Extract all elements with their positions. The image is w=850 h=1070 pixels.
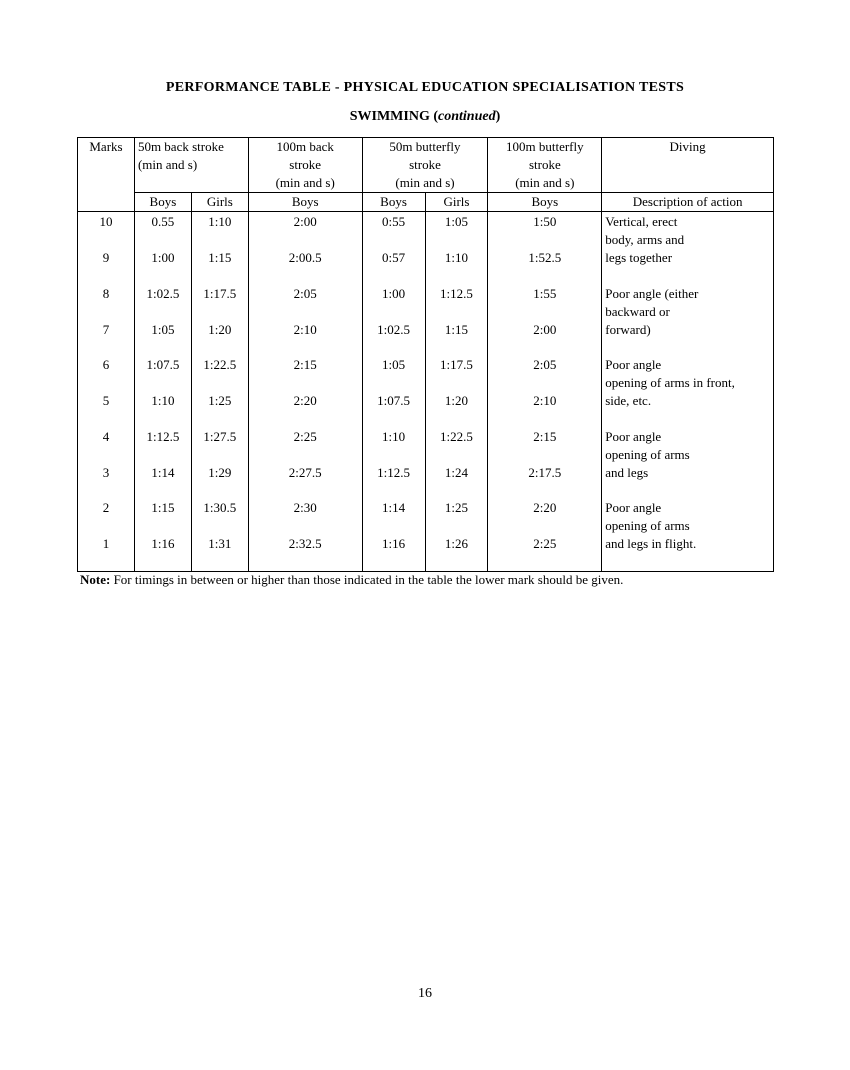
cell-back50-girls: [191, 482, 248, 500]
cell-fly100-boys: 1:52.5: [488, 249, 602, 267]
subheader-back50-boys: Boys: [134, 193, 191, 212]
cell-back100-boys: [248, 482, 362, 500]
cell-fly50-boys: [362, 410, 425, 428]
cell-fly50-boys: [362, 482, 425, 500]
cell-fly50-girls: [425, 339, 488, 357]
cell-back50-girls: [191, 410, 248, 428]
subtitle-italic: continued: [438, 109, 496, 124]
cell-back50-girls: 1:25: [191, 392, 248, 410]
cell-back50-girls: [191, 339, 248, 357]
cell-diving-desc: Poor angle: [602, 356, 774, 374]
note-text: For timings in between or higher than those indicated in the table the lower mark should be given.: [110, 572, 624, 587]
header-back50-line1: 50m back stroke: [137, 139, 224, 154]
cell-fly100-boys: 2:15: [488, 428, 602, 446]
table-row: [78, 356, 774, 374]
table-row: [78, 285, 774, 303]
cell-back50-boys: 0.55: [134, 212, 191, 232]
cell-back100-boys: 2:05: [248, 285, 362, 303]
cell-fly100-boys: 1:50: [488, 212, 602, 232]
cell-marks: 8: [78, 285, 135, 303]
cell-back50-girls: 1:10: [191, 212, 248, 232]
cell-fly50-boys: [362, 517, 425, 535]
cell-diving-desc: body, arms and: [602, 231, 774, 249]
cell-fly50-girls: 1:25: [425, 499, 488, 517]
cell-fly50-girls: 1:10: [425, 249, 488, 267]
cell-back50-boys: [134, 553, 191, 571]
cell-fly50-boys: [362, 231, 425, 249]
cell-diving-desc: and legs: [602, 464, 774, 482]
cell-fly50-boys: [362, 553, 425, 571]
cell-marks: 3: [78, 464, 135, 482]
cell-fly100-boys: 2:20: [488, 499, 602, 517]
header-back100-line2: stroke: [289, 157, 322, 172]
cell-fly50-girls: 1:26: [425, 535, 488, 553]
cell-back100-boys: [248, 374, 362, 392]
cell-diving-desc: [602, 410, 774, 428]
cell-back50-girls: [191, 303, 248, 321]
cell-marks: [78, 339, 135, 357]
cell-back50-girls: 1:15: [191, 249, 248, 267]
cell-back50-girls: 1:20: [191, 321, 248, 339]
cell-marks: [78, 482, 135, 500]
cell-marks: 7: [78, 321, 135, 339]
cell-back100-boys: 2:10: [248, 321, 362, 339]
cell-fly100-boys: [488, 482, 602, 500]
header-fly100: [488, 138, 602, 193]
cell-fly100-boys: [488, 553, 602, 571]
cell-fly50-girls: 1:24: [425, 464, 488, 482]
cell-diving-desc: opening of arms: [602, 446, 774, 464]
table-row: [78, 267, 774, 285]
cell-fly100-boys: [488, 410, 602, 428]
cell-diving-desc: legs together: [602, 249, 774, 267]
cell-fly100-boys: 2:00: [488, 321, 602, 339]
cell-fly50-boys: 1:07.5: [362, 392, 425, 410]
table-row: [78, 392, 774, 410]
page-number: 16: [418, 986, 432, 1001]
cell-marks: 10: [78, 212, 135, 232]
cell-marks: [78, 446, 135, 464]
cell-diving-desc: [602, 482, 774, 500]
cell-diving-desc: Vertical, erect: [602, 212, 774, 232]
page-title: PERFORMANCE TABLE - PHYSICAL EDUCATION SPECIALISATION TESTS: [165, 80, 685, 95]
cell-back50-boys: 1:16: [134, 535, 191, 553]
table-row: [78, 339, 774, 357]
cell-back50-girls: [191, 267, 248, 285]
cell-back50-boys: [134, 446, 191, 464]
cell-fly50-girls: [425, 374, 488, 392]
cell-fly50-boys: 1:16: [362, 535, 425, 553]
note-label: Note:: [80, 572, 111, 587]
cell-fly50-boys: 1:02.5: [362, 321, 425, 339]
table-row: [78, 446, 774, 464]
cell-back50-boys: [134, 339, 191, 357]
subheader-fly100-boys: Boys: [488, 193, 602, 212]
cell-back50-boys: [134, 267, 191, 285]
table-row: [78, 410, 774, 428]
header-back100-line1: 100m back: [276, 139, 334, 154]
cell-diving-desc: [602, 553, 774, 571]
cell-fly100-boys: [488, 339, 602, 357]
table-row: [78, 553, 774, 571]
cell-fly50-boys: 1:00: [362, 285, 425, 303]
cell-back50-boys: [134, 303, 191, 321]
cell-fly100-boys: [488, 303, 602, 321]
cell-back100-boys: [248, 339, 362, 357]
cell-back100-boys: 2:00.5: [248, 249, 362, 267]
table-body: [78, 212, 774, 572]
cell-fly50-girls: [425, 267, 488, 285]
performance-table: [77, 137, 774, 572]
cell-diving-desc: Poor angle: [602, 499, 774, 517]
cell-back50-girls: 1:22.5: [191, 356, 248, 374]
table-row: [78, 499, 774, 517]
cell-marks: [78, 303, 135, 321]
header-back100-line3: (min and s): [275, 175, 335, 190]
cell-back50-boys: 1:05: [134, 321, 191, 339]
header-diving-label: Diving: [669, 139, 706, 154]
cell-back50-boys: 1:14: [134, 464, 191, 482]
cell-back50-boys: 1:15: [134, 499, 191, 517]
subtitle-close: ): [495, 109, 501, 124]
cell-diving-desc: opening of arms: [602, 517, 774, 535]
cell-back50-boys: 1:07.5: [134, 356, 191, 374]
cell-back50-boys: [134, 231, 191, 249]
cell-fly50-boys: [362, 303, 425, 321]
cell-marks: [78, 410, 135, 428]
cell-back100-boys: 2:32.5: [248, 535, 362, 553]
subheader-fly50-boys: Boys: [362, 193, 425, 212]
cell-diving-desc: and legs in flight.: [602, 535, 774, 553]
table-row: [78, 428, 774, 446]
cell-back50-boys: [134, 374, 191, 392]
cell-marks: 9: [78, 249, 135, 267]
page-subtitle: [0, 109, 850, 125]
table-row: [78, 535, 774, 553]
cell-fly50-boys: [362, 446, 425, 464]
header-fly50-line2: stroke: [409, 157, 441, 172]
cell-back100-boys: 2:20: [248, 392, 362, 410]
cell-fly50-boys: 1:12.5: [362, 464, 425, 482]
cell-fly100-boys: 2:05: [488, 356, 602, 374]
cell-marks: 5: [78, 392, 135, 410]
cell-fly50-girls: [425, 231, 488, 249]
header-fly50-line1: 50m butterfly: [389, 139, 461, 154]
cell-fly50-girls: [425, 517, 488, 535]
cell-marks: [78, 517, 135, 535]
subheader-back100-boys: Boys: [248, 193, 362, 212]
cell-back50-boys: 1:02.5: [134, 285, 191, 303]
cell-back50-girls: 1:30.5: [191, 499, 248, 517]
cell-fly50-girls: [425, 553, 488, 571]
cell-back50-girls: [191, 517, 248, 535]
cell-back50-boys: [134, 517, 191, 535]
table-row: [78, 374, 774, 392]
table-row: [78, 303, 774, 321]
cell-marks: 1: [78, 535, 135, 553]
cell-fly100-boys: 2:10: [488, 392, 602, 410]
cell-diving-desc: [602, 267, 774, 285]
footnote: [80, 572, 780, 588]
cell-back50-boys: [134, 482, 191, 500]
cell-back50-girls: 1:29: [191, 464, 248, 482]
cell-back100-boys: 2:27.5: [248, 464, 362, 482]
cell-fly100-boys: [488, 446, 602, 464]
cell-marks: [78, 231, 135, 249]
header-fly100-line2: stroke: [528, 157, 561, 172]
cell-fly50-girls: 1:05: [425, 212, 488, 232]
cell-diving-desc: side, etc.: [602, 392, 774, 410]
cell-fly50-boys: 1:10: [362, 428, 425, 446]
cell-fly50-boys: [362, 374, 425, 392]
table-row: [78, 231, 774, 249]
cell-back50-girls: 1:17.5: [191, 285, 248, 303]
cell-back100-boys: [248, 303, 362, 321]
cell-back100-boys: [248, 231, 362, 249]
cell-back50-girls: 1:31: [191, 535, 248, 553]
header-back50: [134, 138, 248, 193]
cell-back100-boys: 2:30: [248, 499, 362, 517]
cell-fly50-boys: 1:14: [362, 499, 425, 517]
cell-fly50-boys: [362, 339, 425, 357]
cell-fly100-boys: [488, 374, 602, 392]
header-fly100-line3: (min and s): [515, 175, 575, 190]
cell-back50-girls: [191, 553, 248, 571]
subtitle-text: SWIMMING (: [349, 109, 439, 124]
cell-fly50-girls: [425, 446, 488, 464]
cell-fly100-boys: [488, 517, 602, 535]
cell-diving-desc: Poor angle (either: [602, 285, 774, 303]
subheader-diving-desc: Description of action: [602, 193, 774, 212]
cell-back50-girls: 1:27.5: [191, 428, 248, 446]
cell-marks: [78, 553, 135, 571]
header-fly100-line1: 100m butterfly: [506, 139, 584, 154]
cell-diving-desc: Poor angle: [602, 428, 774, 446]
table-row: [78, 464, 774, 482]
header-fly50-line3: (min and s): [395, 175, 455, 190]
cell-fly50-boys: 0:57: [362, 249, 425, 267]
cell-back100-boys: [248, 553, 362, 571]
cell-fly50-girls: 1:12.5: [425, 285, 488, 303]
cell-fly50-girls: [425, 482, 488, 500]
cell-back100-boys: [248, 410, 362, 428]
header-fly50: [362, 138, 488, 193]
cell-fly100-boys: 2:25: [488, 535, 602, 553]
cell-back100-boys: [248, 517, 362, 535]
table-row: [78, 249, 774, 267]
header-back100: [248, 138, 362, 193]
cell-marks: 4: [78, 428, 135, 446]
cell-back50-boys: 1:10: [134, 392, 191, 410]
cell-fly50-girls: [425, 410, 488, 428]
cell-back50-girls: [191, 446, 248, 464]
cell-back100-boys: [248, 446, 362, 464]
cell-fly50-boys: [362, 267, 425, 285]
cell-fly50-girls: 1:17.5: [425, 356, 488, 374]
cell-back100-boys: 2:25: [248, 428, 362, 446]
cell-back100-boys: 2:00: [248, 212, 362, 232]
cell-marks: 2: [78, 499, 135, 517]
cell-marks: 6: [78, 356, 135, 374]
cell-fly50-girls: 1:20: [425, 392, 488, 410]
cell-back50-girls: [191, 231, 248, 249]
cell-diving-desc: [602, 339, 774, 357]
table-row: [78, 212, 774, 232]
cell-back100-boys: [248, 267, 362, 285]
cell-fly50-girls: [425, 303, 488, 321]
header-marks-label: Marks: [89, 139, 123, 154]
cell-fly100-boys: 1:55: [488, 285, 602, 303]
cell-marks: [78, 374, 135, 392]
table-row: [78, 482, 774, 500]
cell-marks: [78, 267, 135, 285]
cell-diving-desc: forward): [602, 321, 774, 339]
table-row: [78, 321, 774, 339]
cell-diving-desc: backward or: [602, 303, 774, 321]
cell-fly50-girls: 1:15: [425, 321, 488, 339]
cell-back50-boys: 1:00: [134, 249, 191, 267]
cell-fly100-boys: [488, 267, 602, 285]
cell-diving-desc: opening of arms in front,: [602, 374, 774, 392]
cell-fly100-boys: 2:17.5: [488, 464, 602, 482]
subheader-back50-girls: Girls: [191, 193, 248, 212]
cell-back50-girls: [191, 374, 248, 392]
cell-back50-boys: [134, 410, 191, 428]
cell-fly50-boys: 1:05: [362, 356, 425, 374]
table-row: [78, 517, 774, 535]
cell-fly50-boys: 0:55: [362, 212, 425, 232]
cell-back50-boys: 1:12.5: [134, 428, 191, 446]
header-back50-line2: (min and s): [137, 157, 198, 172]
header-marks: [78, 138, 135, 212]
cell-fly100-boys: [488, 231, 602, 249]
header-diving: [602, 138, 774, 193]
subheader-fly50-girls: Girls: [425, 193, 488, 212]
cell-back100-boys: 2:15: [248, 356, 362, 374]
cell-fly50-girls: 1:22.5: [425, 428, 488, 446]
